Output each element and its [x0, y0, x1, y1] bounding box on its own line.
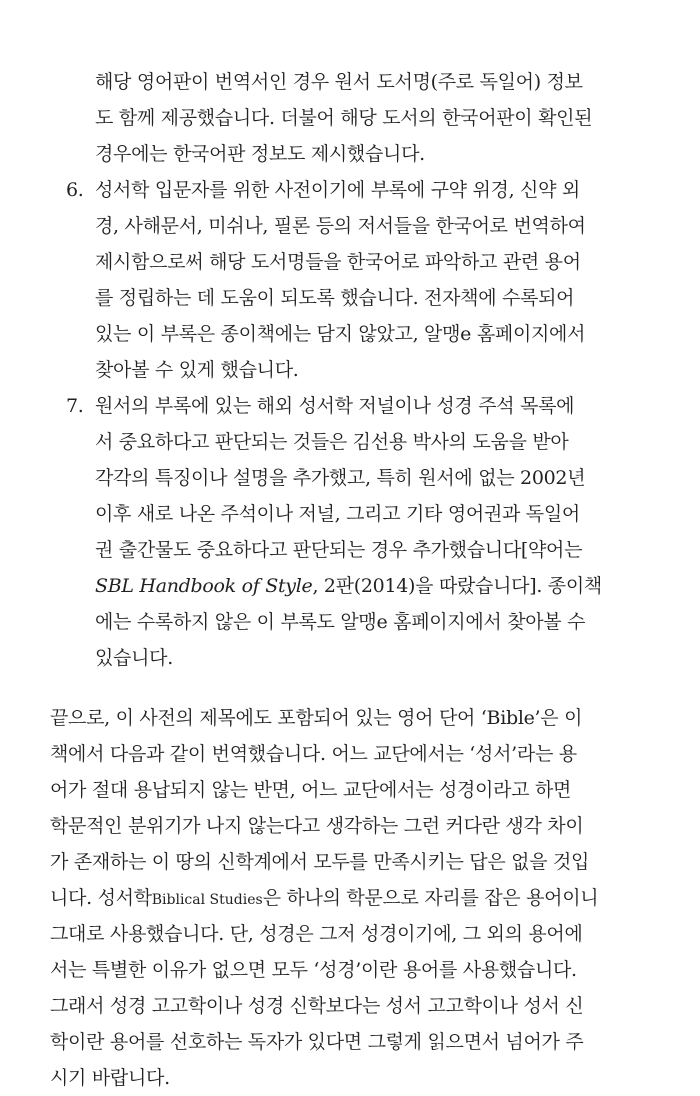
item6-line: 경, 사해문서, 미쉬나, 필론 등의 저서들을 한국어로 번역하여 [95, 215, 586, 237]
term-post: 은 하나의 학문으로 자리를 잡은 용어이니 [262, 887, 599, 909]
closing-line: 책에서 다음과 같이 번역했습니다. 어느 교단에서는 ‘성서’라는 용 [50, 743, 577, 765]
continuation-line: 경우에는 한국어판 정보도 제시했습니다. [95, 143, 425, 165]
item7-line: 원서의 부록에 있는 해외 성서학 저널이나 성경 주석 목록에 [95, 395, 575, 417]
item6-line: 있는 이 부록은 종이책에는 담지 않았고, 알맹e 홈페이지에서 [95, 323, 586, 345]
closing-line: 시기 바랍니다. [50, 1067, 170, 1089]
item7-line: 서 중요하다고 판단되는 것들은 김선용 박사의 도움을 받아 [95, 431, 569, 453]
continuation-line: 도 함께 제공했습니다. 더불어 해당 도서의 한국어판이 확인된 [95, 107, 593, 129]
closing-line: 그래서 성경 고고학이나 성경 신학보다는 성서 고고학이나 성서 신 [50, 995, 584, 1017]
style-guide-rest: , 2판(2014)을 따랐습니다]. 종이책 [312, 575, 602, 597]
closing-line: 학이란 용어를 선호하는 독자가 있다면 그렇게 읽으면서 넘어가 주 [50, 1031, 584, 1053]
closing-line: 서는 특별한 이유가 없으면 모두 ‘성경’이란 용어를 사용했습니다. [50, 959, 577, 981]
item7-line: 권 출간물도 중요하다고 판단되는 경우 추가했습니다[약어는 [95, 539, 583, 561]
closing-line: 끝으로, 이 사전의 제목에도 포함되어 있는 영어 단어 ‘Bible’은 이 [50, 707, 583, 729]
closing-line: 학문적인 분위기가 나지 않는다고 생각하는 그런 커다란 생각 차이 [50, 815, 584, 837]
term-pre: 니다. 성서학 [50, 887, 152, 909]
style-guide-title: SBL Handbook of Style [95, 575, 313, 597]
closing-term-line [50, 880, 598, 916]
closing-line: 그대로 사용했습니다. 단, 성경은 그저 성경이기에, 그 외의 용어에 [50, 923, 583, 945]
item7-line: 있습니다. [95, 647, 173, 669]
item7-line: 이후 새로 나온 주석이나 저널, 그리고 기타 영어권과 독일어 [95, 503, 580, 525]
item6-line: 를 정립하는 데 도움이 되도록 했습니다. 전자책에 수록되어 [95, 287, 575, 309]
list-number-7: 7. [66, 395, 84, 417]
item7-style-line [95, 568, 602, 604]
item7-line: 에는 수록하지 않은 이 부록도 알맹e 홈페이지에서 찾아볼 수 [95, 611, 586, 633]
item7-line: 각각의 특징이나 설명을 추가했고, 특히 원서에 없는 2002년 [95, 467, 586, 489]
continuation-line: 해당 영어판이 번역서인 경우 원서 도서명(주로 독일어) 정보 [95, 71, 583, 93]
list-number-6: 6. [66, 179, 84, 201]
closing-line: 어가 절대 용납되지 않는 반면, 어느 교단에서는 성경이라고 하면 [50, 779, 572, 801]
item6-line: 성서학 입문자를 위한 사전이기에 부록에 구약 위경, 신약 외 [95, 179, 580, 201]
item6-line: 찾아볼 수 있게 했습니다. [95, 359, 299, 381]
item6-line: 제시함으로써 해당 도서명들을 한국어로 파악하고 관련 용어 [95, 251, 581, 273]
closing-line: 가 존재하는 이 땅의 신학계에서 모두를 만족시키는 답은 없을 것입 [50, 851, 590, 873]
term-gloss: Biblical Studies [151, 892, 263, 908]
